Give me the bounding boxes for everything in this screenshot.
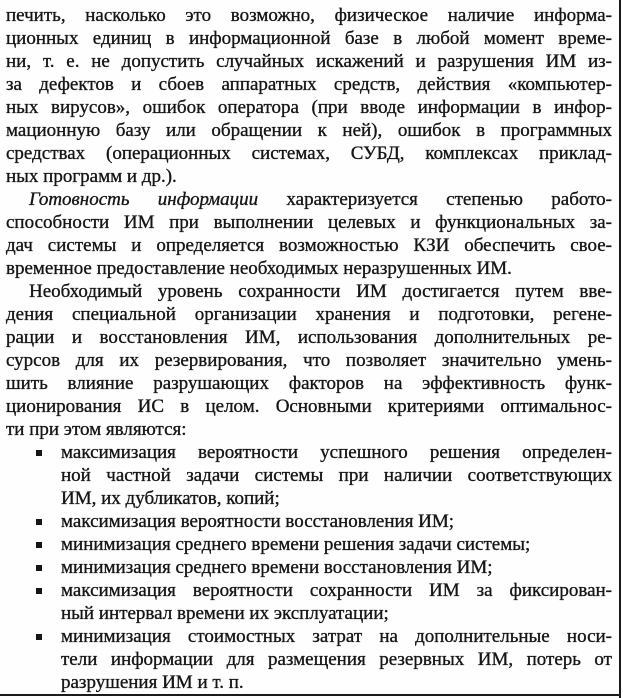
text-line: ционирования ИС в целом. Основными критериями оптимальнос- bbox=[6, 396, 612, 417]
bullet-item bbox=[6, 533, 612, 556]
text-line: печить, насколько это возможно, физическое наличие информа- bbox=[6, 5, 612, 26]
text-line: Готовность информации характеризуется степенью работо- bbox=[29, 189, 612, 210]
bullet-square-icon bbox=[6, 510, 61, 533]
text-line: ни, т. е. не допустить случайных искажений и разрушения ИМ из- bbox=[6, 51, 612, 72]
bullet-square-icon bbox=[6, 556, 61, 579]
page-border-bottom bbox=[0, 694, 621, 697]
bullet-square-icon bbox=[6, 625, 61, 694]
bullet-square-icon bbox=[6, 441, 61, 510]
bullet-text bbox=[61, 510, 612, 533]
bullet-text bbox=[61, 441, 612, 510]
page-text bbox=[6, 4, 612, 694]
text-line: ных программ и др.). bbox=[6, 166, 177, 187]
text-line: дения специальной организации хранения и подготовки, регене- bbox=[6, 304, 612, 325]
text-line: ной частной задачи системы при наличии соответствующих bbox=[61, 465, 612, 486]
bullet-item bbox=[6, 510, 612, 533]
text-line: сурсов для их резервирования, что позволяет значительно умень- bbox=[6, 350, 612, 371]
text-line: тели информации для размещения резервных ИМ, потерь от bbox=[61, 649, 612, 670]
bullet-text bbox=[61, 625, 612, 694]
text-line: минимизация среднего времени решения задачи системы; bbox=[61, 534, 531, 555]
bullet-item bbox=[6, 579, 612, 625]
text-line: шить влияние разрушающих факторов на эффективность функ- bbox=[6, 373, 612, 394]
bullet-text bbox=[61, 579, 612, 625]
page-border-right bbox=[619, 0, 622, 698]
text-line: дач системы и определяется возможностью КЗИ обеспечить свое- bbox=[6, 235, 612, 256]
text-line: минимизация стоимостных затрат на дополнительные носи- bbox=[61, 626, 612, 647]
bullet-text bbox=[61, 533, 612, 556]
bullet-text bbox=[61, 556, 612, 579]
text-line: временное предоставление необходимых неразрушенных ИМ. bbox=[6, 258, 512, 279]
text-line: максимизация вероятности успешного решения определен- bbox=[61, 442, 612, 463]
text-line: средствах (операционных системах, СУБД, комплексах приклад- bbox=[6, 143, 612, 164]
bullet-item bbox=[6, 625, 612, 694]
text-line: ИМ, их дубликатов, копий; bbox=[61, 488, 280, 509]
text-line: за дефектов и сбоев аппаратных средств, действия «компьютер- bbox=[6, 74, 612, 95]
text-line: максимизация вероятности восстановления ИМ; bbox=[61, 511, 455, 532]
text-line: ционных единиц в информационной базе в любой момент време- bbox=[6, 28, 612, 49]
bullet-square-icon bbox=[6, 533, 61, 556]
text-line: разрушения ИМ и т. п. bbox=[61, 672, 244, 693]
text-line: минимизация среднего времени восстановления ИМ; bbox=[61, 557, 493, 578]
bullet-square-icon bbox=[6, 579, 61, 625]
text-line: ных вирусов», ошибок оператора (при вводе информации в инфор- bbox=[6, 97, 612, 118]
text-line: ный интервал времени их эксплуатации; bbox=[61, 603, 389, 624]
text-line: ти при этом являются: bbox=[6, 419, 187, 440]
text-line: Необходимый уровень сохранности ИМ достигается путем вве- bbox=[29, 281, 612, 302]
bullet-item bbox=[6, 441, 612, 510]
bullet-item bbox=[6, 556, 612, 579]
text-line: мационную базу или обращении к ней), ошибок в программных bbox=[6, 120, 612, 141]
text-line: рации и восстановления ИМ, использования дополнительных ре- bbox=[6, 327, 612, 348]
text-line: максимизация вероятности сохранности ИМ за фиксирован- bbox=[61, 580, 612, 601]
text-line: способности ИМ при выполнении целевых и функциональных за- bbox=[6, 212, 612, 233]
